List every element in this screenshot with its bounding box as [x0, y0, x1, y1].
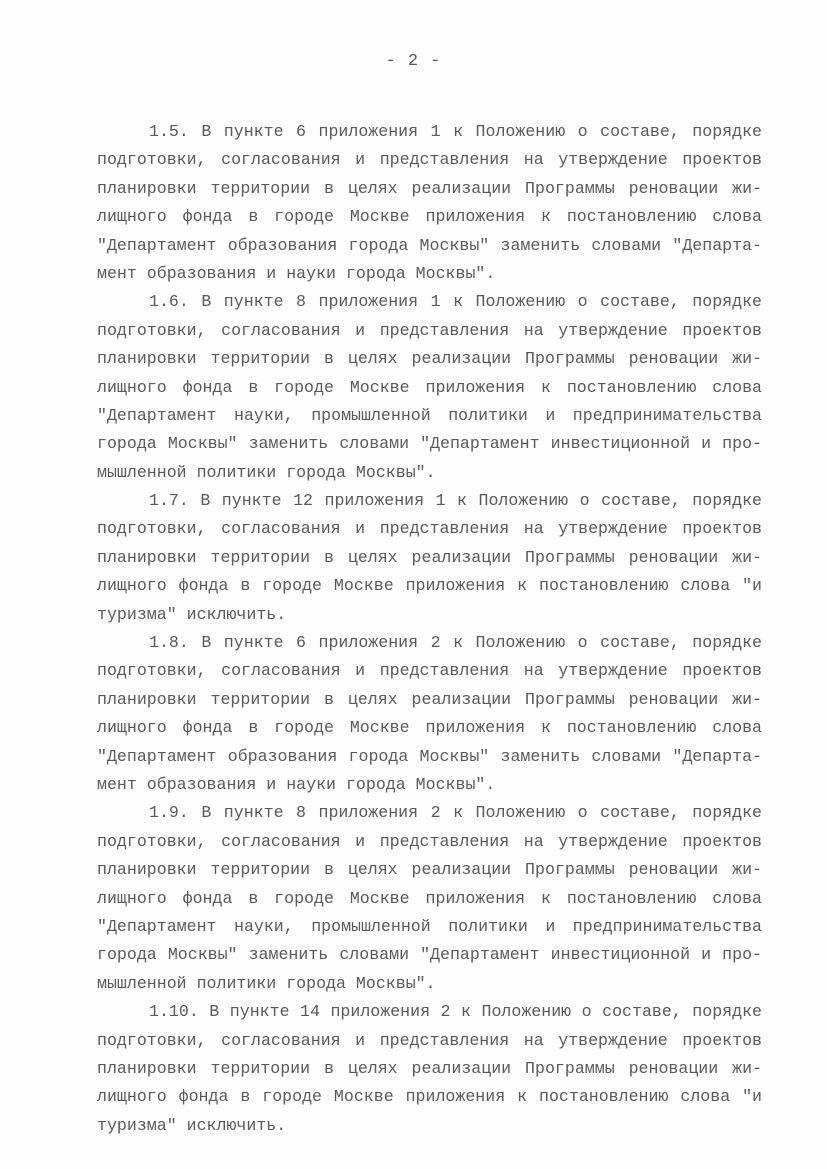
- text-line: 1.9. В пункте 8 приложения 2 к Положению о составе, порядке: [149, 803, 762, 823]
- paragraph-1-8: [97, 629, 762, 799]
- paragraph-1-6: [97, 288, 762, 487]
- text-line: 1.10. В пункте 14 приложения 2 к Положению о составе, порядке: [149, 1002, 762, 1022]
- text-line: туризма" исключить.: [97, 604, 287, 624]
- text-line: "Департамент образования города Москвы" заменить словами "Департа-: [97, 235, 762, 255]
- text-line: подготовки, согласования и представления на утверждение проектов: [97, 519, 762, 539]
- text-line: планировки территории в целях реализации Программы реновации жи-: [97, 1058, 762, 1078]
- text-line: "Департамент науки, промышленной политики и предпринимательства: [97, 916, 762, 936]
- text-line: города Москвы" заменить словами "Департамент инвестиционной и про-: [97, 945, 762, 965]
- text-line: лищного фонда в городе Москве приложения к постановлению слова: [97, 207, 762, 227]
- text-line: подготовки, согласования и представления на утверждение проектов: [97, 150, 762, 170]
- text-line: "Департамент образования города Москвы" заменить словами "Департа-: [97, 746, 762, 766]
- text-line: 1.7. В пункте 12 приложения 1 к Положению о составе, порядке: [149, 491, 762, 511]
- text-line: мышленной политики города Москвы".: [97, 462, 436, 482]
- text-line: подготовки, согласования и представления на утверждение проектов: [97, 661, 762, 681]
- text-line: планировки территории в целях реализации Программы реновации жи-: [97, 349, 762, 369]
- text-line: лищного фонда в городе Москве приложения к постановлению слова: [97, 377, 762, 397]
- text-line: "Департамент науки, промышленной политики и предпринимательства: [97, 405, 762, 425]
- document-body: [97, 118, 762, 1140]
- paragraph-1-9: [97, 799, 762, 998]
- paragraph-1-5: [97, 118, 762, 288]
- text-line: планировки территории в целях реализации Программы реновации жи-: [97, 547, 762, 567]
- text-line: лищного фонда в городе Москве приложения к постановлению слова "и: [97, 1087, 762, 1107]
- text-line: туризма" исключить.: [97, 1115, 287, 1135]
- text-line: 1.6. В пункте 8 приложения 1 к Положению о составе, порядке: [149, 292, 762, 312]
- text-line: лищного фонда в городе Москве приложения к постановлению слова: [97, 718, 762, 738]
- text-line: планировки территории в целях реализации Программы реновации жи-: [97, 860, 762, 880]
- text-line: лищного фонда в городе Москве приложения к постановлению слова: [97, 888, 762, 908]
- text-line: мент образования и науки города Москвы".: [97, 263, 496, 283]
- text-line: подготовки, согласования и представления на утверждение проектов: [97, 320, 762, 340]
- text-line: подготовки, согласования и представления на утверждение проектов: [97, 1030, 762, 1050]
- text-line: лищного фонда в городе Москве приложения к постановлению слова "и: [97, 576, 762, 596]
- text-line: мент образования и науки города Москвы".: [97, 774, 496, 794]
- text-line: 1.8. В пункте 6 приложения 2 к Положению о составе, порядке: [149, 633, 762, 653]
- page-number: - 2 -: [385, 52, 442, 71]
- text-line: города Москвы" заменить словами "Департамент инвестиционной и про-: [97, 434, 762, 454]
- text-line: мышленной политики города Москвы".: [97, 973, 436, 993]
- paragraph-1-7: [97, 487, 762, 629]
- text-line: планировки территории в целях реализации Программы реновации жи-: [97, 689, 762, 709]
- text-line: планировки территории в целях реализации Программы реновации жи-: [97, 178, 762, 198]
- paragraph-1-10: [97, 998, 762, 1140]
- text-line: 1.5. В пункте 6 приложения 1 к Положению о составе, порядке: [149, 122, 762, 141]
- text-line: подготовки, согласования и представления на утверждение проектов: [97, 831, 762, 851]
